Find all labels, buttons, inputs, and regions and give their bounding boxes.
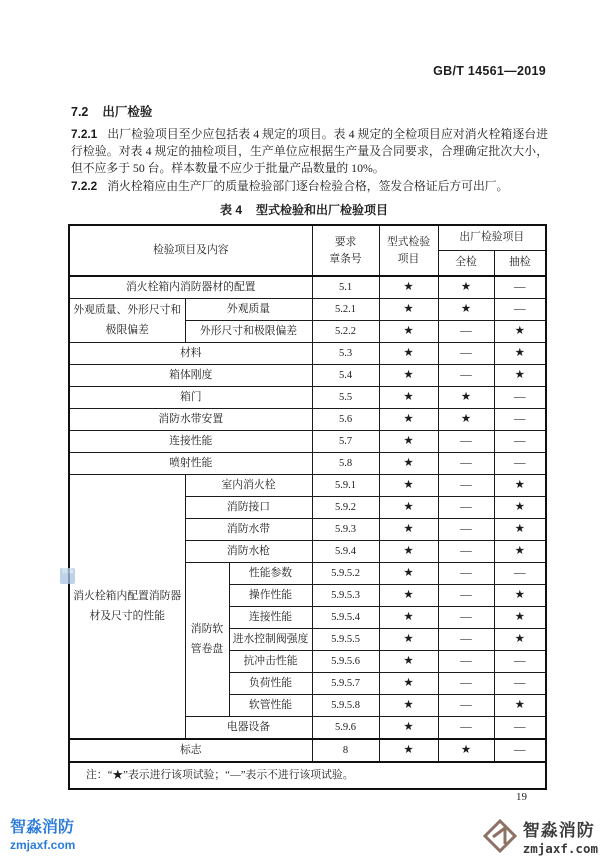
item-cell: 软管性能	[229, 695, 312, 717]
full-inspection-cell: ★	[438, 739, 494, 762]
type-inspection-cell: ★	[379, 365, 438, 387]
sampling-inspection-cell: ★	[494, 695, 546, 717]
type-inspection-cell: ★	[379, 607, 438, 629]
clause-cell: 5.9.3	[312, 519, 379, 541]
type-inspection-cell: ★	[379, 739, 438, 762]
full-inspection-cell: —	[438, 585, 494, 607]
brand-logo-text	[523, 821, 598, 856]
clause-cell: 5.9.5.7	[312, 673, 379, 695]
inspection-table	[68, 224, 547, 790]
clause-cell: 5.9.1	[312, 475, 379, 497]
section-number: 7.2	[71, 105, 89, 119]
clause-cell: 5.9.5.3	[312, 585, 379, 607]
sampling-inspection-cell: ★	[494, 585, 546, 607]
sampling-inspection-cell: ★	[494, 519, 546, 541]
sampling-inspection-cell: —	[494, 717, 546, 740]
sampling-inspection-cell: —	[494, 409, 546, 431]
table-note-row	[69, 762, 546, 789]
full-inspection-cell: ★	[438, 299, 494, 321]
header-sampling-inspection-column: 抽检	[494, 251, 546, 277]
item-cell: 外形尺寸和极限偏差	[185, 321, 312, 343]
item-cell: 消防水枪	[185, 541, 312, 563]
section-title: 出厂检验	[102, 105, 153, 119]
item-cell: 外观质量	[185, 299, 312, 321]
full-inspection-cell: —	[438, 717, 494, 740]
sampling-inspection-cell: —	[494, 563, 546, 585]
type-inspection-cell: ★	[379, 276, 438, 299]
sampling-inspection-cell: —	[494, 453, 546, 475]
clause-text: 出厂检验项目至少应包括表 4 规定的项目。表 4 规定的全检项目应对消火栓箱逐台进行检验。对表 4 规定的抽检项目，生产单位应根据生产量及合同要求，合理确定批次大小，但不应多于 50 台。样本数量不应少于批量产品数量的 10%。	[71, 127, 548, 175]
full-inspection-cell: —	[438, 651, 494, 673]
full-inspection-cell: —	[438, 541, 494, 563]
table-row	[69, 299, 546, 321]
header-item-column: 检验项目及内容	[69, 225, 312, 276]
clause-cell: 5.9.5.5	[312, 629, 379, 651]
item-cell: 材料	[69, 343, 312, 365]
table-row	[69, 409, 546, 431]
item-cell: 箱门	[69, 387, 312, 409]
inspection-table-wrapper	[68, 224, 547, 790]
sampling-inspection-cell: —	[494, 651, 546, 673]
full-inspection-cell: —	[438, 519, 494, 541]
full-inspection-cell: ★	[438, 276, 494, 299]
brand-name: 智淼消防	[522, 821, 595, 840]
full-inspection-cell: —	[438, 365, 494, 387]
type-inspection-cell: ★	[379, 343, 438, 365]
clause-cell: 5.2.2	[312, 321, 379, 343]
item-group-cell: 外观质量、外形尺寸和极限偏差	[69, 299, 185, 343]
brand-domain: zmjaxf.com	[522, 841, 598, 856]
type-inspection-cell: ★	[379, 497, 438, 519]
clause-cell: 5.9.5.6	[312, 651, 379, 673]
clause-cell: 5.4	[312, 365, 379, 387]
watermark-blue-domain: zmjaxf.com	[10, 838, 76, 852]
type-inspection-cell: ★	[379, 541, 438, 563]
clause-cell: 5.9.2	[312, 497, 379, 519]
item-cell: 进水控制阀强度	[229, 629, 312, 651]
item-cell: 消防水带安置	[69, 409, 312, 431]
watermark-blue	[10, 818, 75, 853]
type-inspection-cell: ★	[379, 299, 438, 321]
clause-cell: 5.9.6	[312, 717, 379, 740]
sampling-inspection-cell: —	[494, 276, 546, 299]
full-inspection-cell: ★	[438, 409, 494, 431]
section-heading	[71, 102, 152, 120]
header-req-line2: 章条号	[329, 252, 362, 265]
paragraph-722	[71, 178, 548, 195]
header-type-inspection-column	[379, 225, 438, 276]
item-subgroup-cell: 消防软管卷盘	[185, 563, 229, 717]
item-cell: 箱体刚度	[69, 365, 312, 387]
item-cell: 消防水带	[185, 519, 312, 541]
clause-cell: 5.9.5.8	[312, 695, 379, 717]
sampling-inspection-cell: ★	[494, 607, 546, 629]
table-row	[69, 365, 546, 387]
table-row	[69, 431, 546, 453]
item-cell: 操作性能	[229, 585, 312, 607]
sampling-inspection-cell: ★	[494, 497, 546, 519]
clause-cell: 5.2.1	[312, 299, 379, 321]
clause-cell: 5.9.4	[312, 541, 379, 563]
table-row	[69, 387, 546, 409]
type-inspection-cell: ★	[379, 629, 438, 651]
type-inspection-cell: ★	[379, 321, 438, 343]
table-header-row	[69, 225, 546, 251]
item-cell: 连接性能	[229, 607, 312, 629]
sampling-inspection-cell: ★	[494, 475, 546, 497]
item-cell: 喷射性能	[69, 453, 312, 475]
header-type-line2: 项目	[397, 252, 420, 265]
sampling-inspection-cell: —	[494, 299, 546, 321]
type-inspection-cell: ★	[379, 409, 438, 431]
brand-logo-icon	[482, 818, 518, 859]
item-group-cell: 消火栓箱内配置消防器材及尺寸的性能	[69, 475, 185, 740]
page-number: 19	[516, 791, 527, 803]
clause-cell: 5.7	[312, 431, 379, 453]
table-row	[69, 453, 546, 475]
clause-cell: 5.9.5.4	[312, 607, 379, 629]
table-row	[69, 475, 546, 497]
type-inspection-cell: ★	[379, 717, 438, 740]
table-caption-title: 型式检验和出厂检验项目	[256, 203, 389, 217]
item-cell: 消火栓箱内消防器材的配置	[69, 276, 312, 299]
watermark-chip: 智淼	[60, 568, 75, 584]
clause-number: 7.2.2	[71, 179, 98, 193]
type-inspection-cell: ★	[379, 585, 438, 607]
clause-cell: 5.6	[312, 409, 379, 431]
item-cell: 性能参数	[229, 563, 312, 585]
sampling-inspection-cell: ★	[494, 365, 546, 387]
item-cell: 消防接口	[185, 497, 312, 519]
item-cell: 抗冲击性能	[229, 651, 312, 673]
header-type-line1: 型式检验	[386, 236, 431, 249]
type-inspection-cell: ★	[379, 453, 438, 475]
header-full-inspection-column: 全检	[438, 251, 494, 277]
type-inspection-cell: ★	[379, 431, 438, 453]
full-inspection-cell: —	[438, 497, 494, 519]
sampling-inspection-cell: —	[494, 673, 546, 695]
clause-cell: 5.9.5.2	[312, 563, 379, 585]
item-cell: 标志	[69, 739, 312, 762]
full-inspection-cell: —	[438, 673, 494, 695]
sampling-inspection-cell: ★	[494, 321, 546, 343]
item-cell: 连接性能	[69, 431, 312, 453]
brand-logo	[482, 818, 598, 859]
item-cell: 室内消火栓	[185, 475, 312, 497]
standard-number: GB/T 14561—2019	[433, 64, 546, 78]
full-inspection-cell: —	[438, 475, 494, 497]
type-inspection-cell: ★	[379, 475, 438, 497]
clause-cell: 5.1	[312, 276, 379, 299]
clause-text: 消火栓箱应由生产厂的质量检验部门逐台检验合格，签发合格证后方可出厂。	[107, 179, 509, 193]
full-inspection-cell: —	[438, 453, 494, 475]
sampling-inspection-cell: ★	[494, 343, 546, 365]
clause-cell: 8	[312, 739, 379, 762]
table-row	[69, 276, 546, 299]
type-inspection-cell: ★	[379, 519, 438, 541]
sampling-inspection-cell: ★	[494, 629, 546, 651]
type-inspection-cell: ★	[379, 695, 438, 717]
item-cell: 电器设备	[185, 717, 312, 740]
paragraph-721	[71, 126, 548, 177]
clause-cell: 5.5	[312, 387, 379, 409]
table-note: 注：“★”表示进行该项试验；“—”表示不进行该项试验。	[69, 762, 546, 789]
table-caption-label: 表 4	[219, 203, 242, 217]
header-factory-inspection-group: 出厂检验项目	[438, 225, 546, 251]
item-cell: 负荷性能	[229, 673, 312, 695]
sampling-inspection-cell: —	[494, 431, 546, 453]
table-row	[69, 739, 546, 762]
type-inspection-cell: ★	[379, 651, 438, 673]
watermark-blue-name: 智淼消防	[10, 819, 75, 836]
sampling-inspection-cell: —	[494, 387, 546, 409]
full-inspection-cell: —	[438, 695, 494, 717]
type-inspection-cell: ★	[379, 673, 438, 695]
full-inspection-cell: —	[438, 431, 494, 453]
full-inspection-cell: —	[438, 563, 494, 585]
full-inspection-cell: —	[438, 629, 494, 651]
full-inspection-cell: —	[438, 607, 494, 629]
clause-cell: 5.3	[312, 343, 379, 365]
full-inspection-cell: ★	[438, 387, 494, 409]
clause-cell: 5.8	[312, 453, 379, 475]
sampling-inspection-cell: ★	[494, 541, 546, 563]
type-inspection-cell: ★	[379, 387, 438, 409]
full-inspection-cell: —	[438, 321, 494, 343]
full-inspection-cell: —	[438, 343, 494, 365]
table-row	[69, 343, 546, 365]
sampling-inspection-cell: —	[494, 739, 546, 762]
table-caption	[0, 201, 608, 218]
header-req-line1: 要求	[334, 236, 357, 249]
type-inspection-cell: ★	[379, 563, 438, 585]
header-requirement-clause-column	[312, 225, 379, 276]
clause-number: 7.2.1	[71, 127, 98, 141]
